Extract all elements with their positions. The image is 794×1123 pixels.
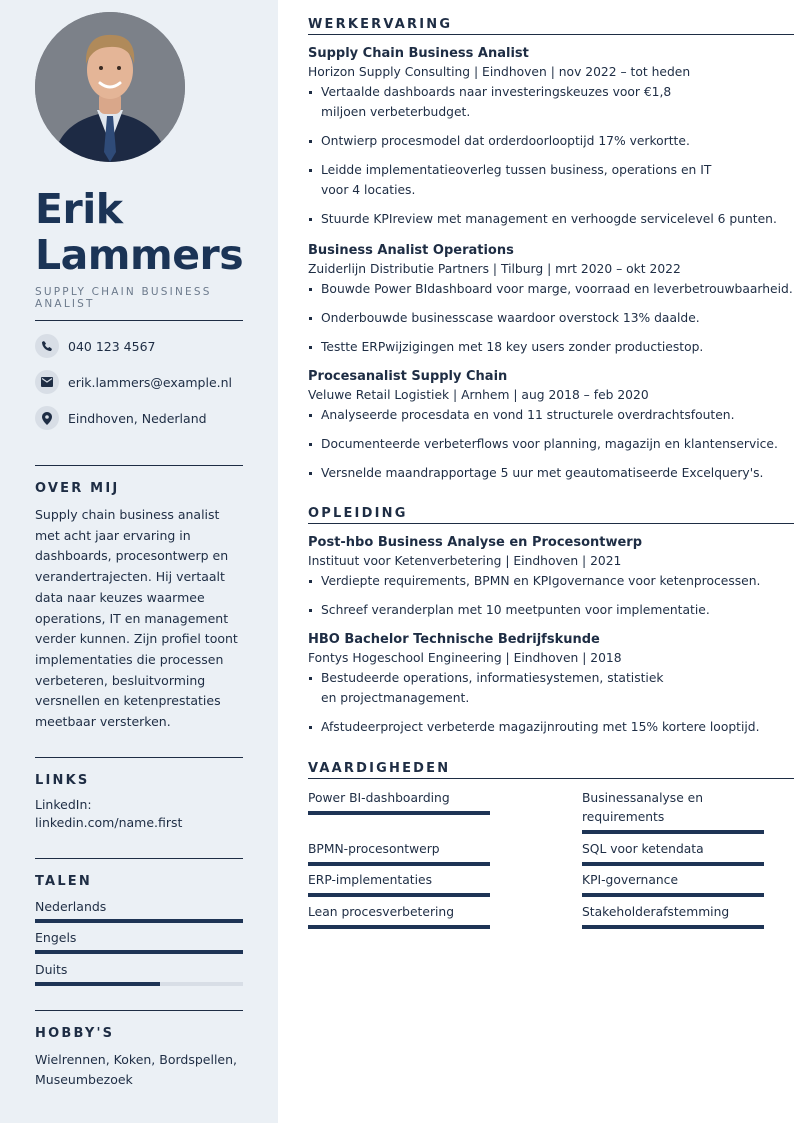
job-title: Business Analist Operations (308, 243, 514, 258)
hobbies-text: Wielrennen, Koken, Bordspellen, Museumbezoek (35, 1052, 238, 1087)
education-bullet: Verdiepte requirements, BPMN en KPIgovernance voor ketenprocessen. (308, 571, 794, 591)
job-entry (308, 242, 794, 357)
experience-heading: WERKERVARING (308, 16, 794, 35)
divider (35, 1010, 243, 1011)
email-link[interactable]: erik.lammers@example.nl (68, 374, 233, 390)
skill-bar (308, 862, 490, 866)
languages-heading: TALEN (35, 874, 92, 889)
education-heading: OPLEIDING (308, 505, 794, 524)
job-bullet: Testte ERPwijzigingen met 18 key users zonder productiestop. (308, 337, 794, 357)
skill-bar (582, 893, 764, 897)
job-bullet: Vertaalde dashboards naar investeringskeuzes voor €1,8 miljoen verbeterbudget. (308, 82, 708, 122)
education-entry (308, 631, 794, 737)
skill-label: KPI-governance (582, 873, 679, 887)
skill-bar (582, 830, 764, 834)
skill-item (582, 840, 764, 866)
language-level-fill (35, 919, 243, 923)
language-item (35, 899, 243, 923)
language-level-bar (35, 919, 243, 923)
contact-location (35, 406, 255, 430)
education-title: Post-hbo Business Analyse en Procesontwerp (308, 535, 643, 550)
skill-item (308, 789, 490, 815)
envelope-icon (35, 370, 59, 394)
education-bullet: Bestudeerde operations, informatiesystemen, statistiek en projectmanagement. (308, 668, 668, 708)
skill-item (308, 871, 490, 897)
skills-heading: VAARDIGHEDEN (308, 760, 794, 779)
first-name: Erik (35, 185, 123, 233)
links-heading: LINKS (35, 773, 90, 788)
last-name: Lammers (35, 231, 244, 279)
job-bullet: Ontwierp procesmodel dat orderdoorlooptijd 17% verkortte. (308, 131, 794, 151)
skill-label: ERP-implementaties (308, 873, 432, 887)
links-block (35, 796, 247, 832)
divider (35, 757, 243, 758)
skill-label: Lean procesverbetering (308, 905, 455, 919)
skill-item (308, 840, 490, 866)
skill-bar (308, 925, 490, 929)
divider (35, 465, 243, 466)
language-level-fill (35, 950, 243, 954)
language-level-fill (35, 982, 160, 986)
job-meta: Horizon Supply Consulting | Eindhoven | nov 2022 – tot heden (308, 65, 691, 79)
skill-bar (308, 893, 490, 897)
education-meta: Fontys Hogeschool Engineering | Eindhoven | 2018 (308, 651, 622, 665)
skill-label: Power BI-dashboarding (308, 791, 450, 805)
job-bullet: Leidde implementatieoverleg tussen business, operations en IT voor 4 locaties. (308, 160, 728, 200)
language-name: Duits (35, 962, 68, 977)
language-level-bar (35, 950, 243, 954)
language-item (35, 930, 243, 954)
job-bullet: Analyseerde procesdata en vond 11 structurele overdrachtsfouten. (308, 405, 794, 425)
about-heading: OVER MIJ (35, 481, 120, 496)
phone-text: 040 123 4567 (68, 338, 156, 354)
job-meta: Zuiderlijn Distributie Partners | Tilburg | mrt 2020 – okt 2022 (308, 262, 681, 276)
job-title: Supply Chain Business Analist (308, 46, 529, 61)
education-bullet: Schreef veranderplan met 10 meetpunten voor implementatie. (308, 600, 794, 620)
skill-item (582, 789, 764, 834)
location-text: Eindhoven, Nederland (68, 410, 207, 426)
divider (35, 858, 243, 859)
job-bullet: Bouwde Power BIdashboard voor marge, voorraad en leverbetrouwbaarheid. (308, 279, 794, 299)
linkedin-link[interactable]: linkedin.com/name.first (35, 815, 183, 830)
language-level-bar (35, 982, 243, 986)
phone-icon (35, 334, 59, 358)
skill-item (582, 903, 764, 929)
education-meta: Instituut voor Ketenverbetering | Eindhoven | 2021 (308, 554, 622, 568)
skill-item (582, 871, 764, 897)
location-pin-icon (35, 406, 59, 430)
job-bullet: Stuurde KPIreview met management en verhoogde servicelevel 6 punten. (308, 209, 794, 229)
person-name (35, 186, 243, 278)
job-bullet: Documenteerde verbeterflows voor planning, magazijn en klantenservice. (308, 434, 794, 454)
language-name: Engels (35, 930, 77, 945)
skill-label: SQL voor ketendata (582, 842, 704, 856)
job-bullet: Onderbouwde businesscase waardoor overstock 13% daalde. (308, 308, 794, 328)
contact-email (35, 370, 255, 394)
linkedin-label: LinkedIn: (35, 797, 92, 812)
skill-label: Stakeholderafstemming (582, 905, 730, 919)
sidebar (0, 0, 278, 1123)
job-entry (308, 45, 794, 229)
job-title: Procesanalist Supply Chain (308, 369, 508, 384)
divider (35, 320, 243, 321)
job-meta: Veluwe Retail Logistiek | Arnhem | aug 2018 – feb 2020 (308, 388, 649, 402)
skill-bar (308, 811, 490, 815)
skill-bar (582, 925, 764, 929)
skill-bar (582, 862, 764, 866)
language-name: Nederlands (35, 899, 107, 914)
main-content (308, 0, 794, 1123)
education-bullet: Afstudeerproject verbeterde magazijnrouting met 15% kortere looptijd. (308, 717, 794, 737)
language-item (35, 962, 243, 986)
job-role: SUPPLY CHAIN BUSINESS ANALIST (35, 286, 212, 310)
skill-label: Businessanalyse en requirements (582, 791, 704, 824)
education-entry (308, 534, 794, 620)
profile-photo (35, 12, 185, 162)
contact-phone (35, 334, 255, 358)
job-entry (308, 368, 794, 483)
job-bullet: Versnelde maandrapportage 5 uur met geautomatiseerde Excelquery's. (308, 463, 794, 483)
education-title: HBO Bachelor Technische Bedrijfskunde (308, 632, 600, 647)
skill-label: BPMN-procesontwerp (308, 842, 440, 856)
about-text: Supply chain business analist met acht jaar ervaring in dashboards, procesontwerp en verandertrajecten. Hij vertaalt data naar keuzes waarmee operations, IT en management verder kunnen. Zijn profiel toont implementaties die processen verbeteren, besluitvorming versnellen en ketenprestaties meetbaar versterken. (35, 507, 238, 730)
skill-item (308, 903, 490, 929)
hobbies-heading: HOBBY'S (35, 1026, 115, 1041)
